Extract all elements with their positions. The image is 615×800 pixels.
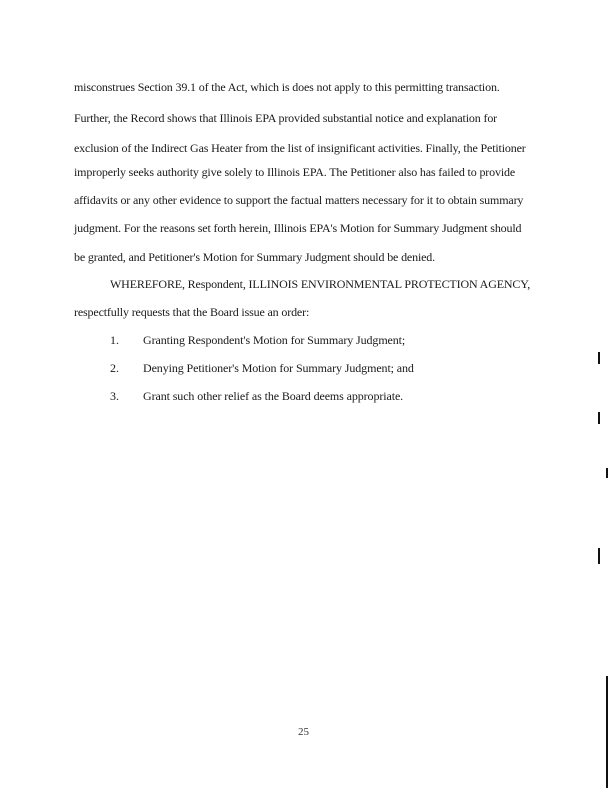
relief-item-2-text: Denying Petitioner's Motion for Summary Judgment; and [143,361,414,375]
body-line-7: be granted, and Petitioner's Motion for Summary Judgment should be denied. [74,250,436,264]
relief-item-3-text: Grant such other relief as the Board deems appropriate. [143,389,404,403]
body-line-3: exclusion of the Indirect Gas Heater from the list of insignificant activities. Finally, the Petitioner [74,141,526,155]
scan-edge-mark [598,412,600,424]
body-line-2: Further, the Record shows that Illinois EPA provided substantial notice and explanation for [74,111,498,125]
scan-edge-mark [606,676,608,788]
scan-edge-mark [598,352,600,364]
page-number: 25 [298,726,309,738]
relief-item-3-number: 3. [110,389,119,403]
body-line-6: judgment. For the reasons set forth herein, Illinois EPA's Motion for Summary Judgment should [74,221,522,235]
relief-item-1-number: 1. [110,333,119,347]
request-line: respectfully requests that the Board issue an order: [74,305,310,319]
relief-item-1-text: Granting Respondent's Motion for Summary Judgment; [143,333,406,347]
body-line-1: misconstrues Section 39.1 of the Act, which is does not apply to this permitting transaction. [74,80,500,94]
body-line-4: improperly seeks authority give solely to Illinois EPA. The Petitioner also has failed to provide [74,165,516,179]
relief-item-2-number: 2. [110,361,119,375]
scan-edge-mark [598,548,600,564]
wherefore-line: WHEREFORE, Respondent, ILLINOIS ENVIRONMENTAL PROTECTION AGENCY, [110,277,531,291]
scan-edge-mark [606,468,608,478]
body-line-5: affidavits or any other evidence to support the factual matters necessary for it to obtain summary [74,193,524,207]
